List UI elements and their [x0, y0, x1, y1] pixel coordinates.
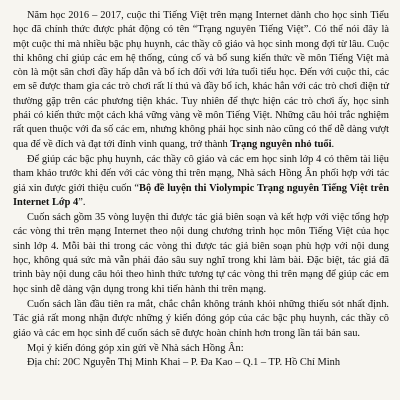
- p5-run-1: Mọi ý kiến đóng góp xin gửi về Nhà sách Hồng Ân:: [27, 342, 244, 354]
- paragraph-feedback-request: [13, 298, 389, 341]
- p2-run-2-bold-title: Bộ đề luyện thi Violympic Trạng nguyên Tiếng Việt trên Internet Lớp 4: [13, 182, 389, 208]
- p6-run-1: Địa chỉ: 20C Nguyễn Thị Minh Khai – P. Đa Kao – Q.1 – TP. Hồ Chí Minh: [27, 357, 341, 369]
- p1-run-3: .: [331, 138, 335, 150]
- paragraph-address: [13, 356, 389, 370]
- p2-run-1: Để giúp các bậc phụ huynh, các thầy cô giáo và các em học sinh lớp 4 có thêm tài liệu tham khảo trước khi đến với các vòng thi trên mạng, Nhà sách Hồng Ân phối hợp với tác giả xin được giới thiệu cuốn “: [13, 153, 389, 194]
- p1-run-2-bold: Trạng nguyên nhỏ tuổi: [230, 138, 332, 150]
- p1-run-1: Năm học 2016 – 2017, cuộc thi Tiếng Việt trên mạng Internet dành cho học sinh Tiểu học đã chính thức được phát động có tên “Trạng nguyên Tiếng Việt”. Có thể nói đây là một cuộc thi mà nhiều bậc phụ huynh, các thầy cô giáo và học sinh mong đợi từ lâu. Cuộc thi không chỉ giúp các em hệ thống, củng cố và bổ sung kiến thức về môn Tiếng Việt mà còn là một sân chơi đầy hấp dẫn và bổ ích đối với lứa tuổi tiểu học. Đến với cuộc thi, các em sẽ được tham gia các trò chơi rất lí thú và đầy bổ ích, khác hẳn với các trò chơi điện tử thường gặp trên các phương tiện khác. Tuy nhiên để thực hiện các trò chơi ấy, học sinh phải có kiến thức một cách khá vững vàng về môn Tiếng Việt. Những câu hỏi trắc nghiệm rất quen thuộc với đa số các em, nhưng không phải học sinh nào cũng có thể dễ dàng vượt qua để về đích và đạt tới đỉnh vinh quang, trở thành: [13, 10, 389, 150]
- paragraph-book-intro: [13, 153, 389, 210]
- paragraph-book-content: [13, 211, 389, 297]
- p2-run-3: ”.: [78, 196, 86, 208]
- p4-run-1: Cuốn sách lần đầu tiên ra mắt, chắc chắn không tránh khỏi những thiếu sót nhất định. Tác giả rất mong nhận được những ý kiến đóng góp của các bậc phụ huynh, các thầy cô giáo và các em học sinh để cuốn sách sẽ được hoàn chỉnh hơn trong lần tái bản sau.: [13, 298, 389, 339]
- paragraph-contact-intro: [13, 342, 389, 356]
- p3-run-1: Cuốn sách gồm 35 vòng luyện thi được tác giả biên soạn và kết hợp với việc tổng hợp các vòng thi trên mạng Internet theo nội dung chương trình học môn Tiếng Việt của học sinh lớp 4. Mỗi bài thi trong các vòng thi được tác giả biên soạn phù hợp với nội dung học, không quá sức mà vẫn phải đảo sâu suy nghĩ trong khi làm bài. Đặc biệt, tác giả đã trình bày nội dung câu hỏi theo hình thức tương tự các vòng thi trên mạng để giúp các em học sinh dễ dàng vận dụng trong khi tiến hành thi trên mạng.: [13, 212, 389, 295]
- paragraph-contest-intro: [13, 9, 389, 152]
